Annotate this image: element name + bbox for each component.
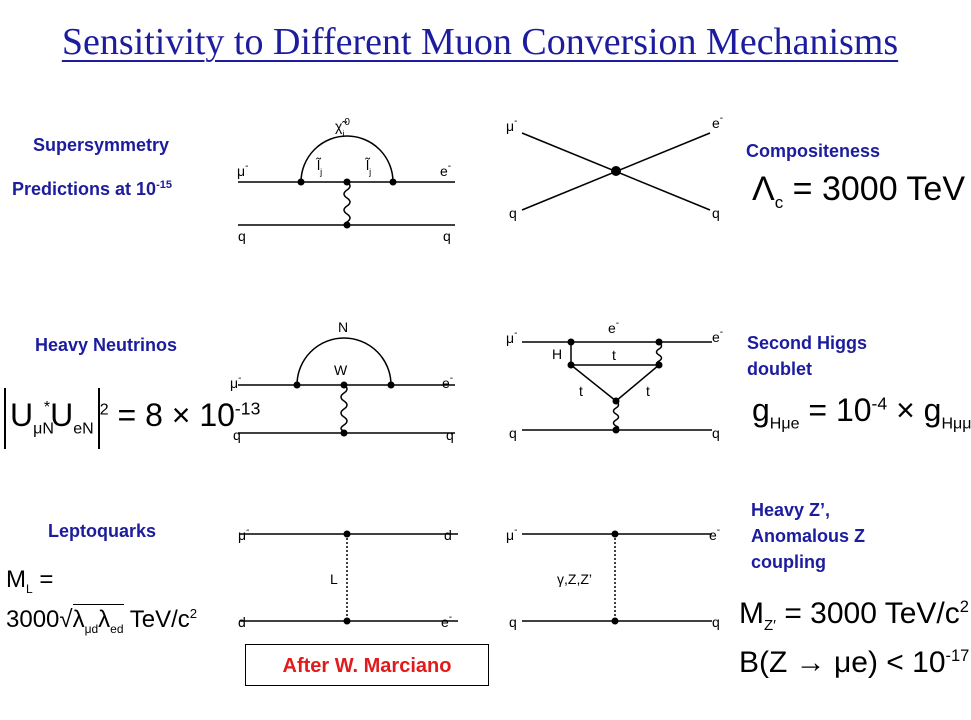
label-slepton-right: $l̃_j$: [366, 157, 372, 177]
label-mu-in: μ-: [506, 116, 518, 134]
equation-z-branching: $B(Z \to \mu e) < 10^{-17}$: [739, 646, 970, 679]
equation-higgs-coupling: $g_{H\mu e} = 10^{-4} \times g_{H\mu\mu}$: [752, 392, 971, 433]
label-e-out: e-: [442, 373, 454, 391]
label-q-out: q: [712, 425, 720, 441]
label-mu-in: μ-: [230, 373, 242, 391]
label-mu-in: μ-: [238, 525, 250, 543]
label-q-out: q: [443, 228, 451, 244]
label-w: W: [334, 362, 348, 378]
diagram-heavy-zprime: [506, 525, 720, 630]
label-q-in: q: [238, 228, 246, 244]
equation-compositeness-scale: $\Lambda_c = 3000$ TeV: [752, 170, 966, 212]
label-n: N: [338, 319, 349, 335]
diagram-heavy-neutrinos: [230, 319, 455, 443]
label-e-out: e-: [441, 612, 453, 630]
equation-zprime-mass: $M_{Z'} = 3000$ TeV/$c^2$: [739, 597, 969, 634]
label-q-in: q: [509, 425, 517, 441]
label-susy-predictions: Predictions at $10^{-15}$: [12, 179, 172, 199]
label-q-in: q: [233, 427, 241, 443]
label-second-higgs: Second Higgs doublet: [747, 333, 868, 379]
equation-leptoquark-mass-rhs: $3000√\lambda_{\mu d}\lambda_{ed}$ TeV/$c^2$: [6, 606, 198, 636]
label-mu-in: μ-: [237, 161, 249, 179]
label-mu-in: μ-: [506, 525, 518, 543]
page-title: Sensitivity to Different Muon Conversion Mechanisms: [61, 21, 899, 63]
label-e-out: e-: [440, 161, 452, 179]
label-e-out: e-: [712, 113, 724, 131]
label-t-top: t: [612, 347, 616, 363]
label-slepton-left: $l̃_j$: [317, 157, 323, 177]
label-q-in: q: [509, 205, 517, 221]
label-leptoquarks: Leptoquarks: [48, 521, 157, 541]
label-e-mid: e-: [608, 318, 620, 336]
label-e-out: e-: [709, 525, 721, 543]
diagram-supersymmetry: [237, 117, 455, 244]
label-q-out: q: [712, 205, 720, 221]
label-compositeness: Compositeness: [746, 141, 881, 161]
diagram-compositeness: [506, 113, 723, 221]
diagram-second-higgs: [506, 318, 723, 441]
label-q-out: q: [446, 427, 454, 443]
label-gauge-bosons: γ,Z,Z’: [557, 571, 592, 587]
label-l: L: [330, 571, 338, 587]
diagram-leptoquarks: [238, 525, 458, 630]
label-heavy-zprime: Heavy Z’, Anomalous Z coupling: [751, 500, 866, 572]
credit-box: After W. Marciano: [245, 644, 489, 686]
label-e-out: e-: [712, 327, 724, 345]
label-h: H: [552, 346, 563, 362]
label-heavy-neutrinos: Heavy Neutrinos: [35, 335, 178, 355]
equation-leptoquark-mass-lhs: $M_L$ =: [6, 566, 54, 596]
label-d-in: d: [238, 614, 246, 630]
label-neutralino: $\chĩ_i^0$: [335, 117, 350, 139]
label-t-right: t: [646, 383, 650, 399]
label-t-left: t: [579, 383, 583, 399]
label-q-out: q: [712, 614, 720, 630]
label-q-in: q: [509, 614, 517, 630]
equation-heavy-neutrino: $U_{\mu N}^*U_{eN}^2 = 8 \times 10^{-13}$: [4, 388, 260, 449]
label-d-out: d: [444, 527, 452, 543]
label-mu-in: μ-: [506, 328, 518, 346]
label-supersymmetry: Supersymmetry: [33, 135, 170, 155]
